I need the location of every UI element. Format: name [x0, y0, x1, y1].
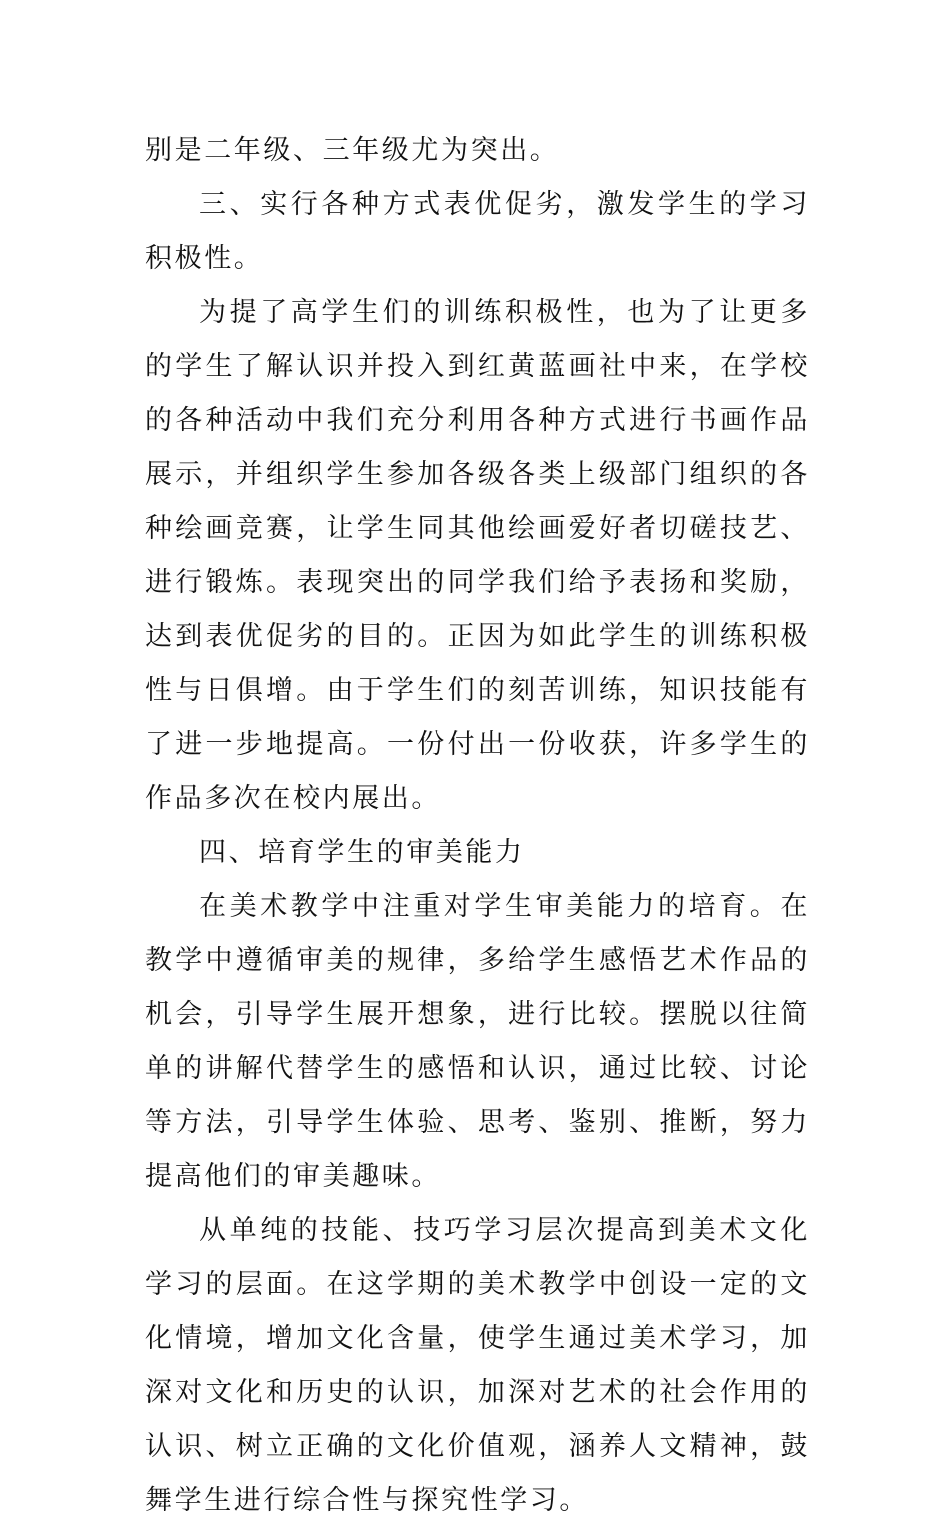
paragraph-body: 从单纯的技能、技巧学习层次提高到美术文化学习的层面。在这学期的美术教学中创设一定的文化情境，增加文化含量，使学生通过美术学习，加深对文化和历史的认识，加深对艺术的社会作用的认识、树立正确的文化价值观，涵养人文精神，鼓舞学生进行综合性与探究性学习。 — [145, 1215, 810, 1516]
paragraph-body: 为提了高学生们的训练积极性，也为了让更多的学生了解认识并投入到红黄蓝画社中来，在学校的各种活动中我们充分利用各种方式进行书画作品展示，并组织学生参加各级各类上级部门组织的各种绘画竞赛，让学生同其他绘画爱好者切磋技艺、进行锻炼。表现突出的同学我们给予表扬和奖励，达到表优促劣的目的。正因为如此学生的训练积极性与日俱增。由于学生们的刻苦训练，知识技能有了进一步地提高。一份付出一份收获，许多学生的作品多次在校内展出。 — [145, 297, 810, 814]
section-heading-4: 四、培育学生的审美能力 — [199, 837, 525, 868]
section-heading-3: 三、实行各种方式表优促劣，激发学生的学习积极性。 — [145, 189, 810, 274]
document-body — [145, 124, 810, 1528]
paragraph-continuation: 别是二年级、三年级尤为突出。 — [145, 135, 560, 166]
paragraph-body: 在美术教学中注重对学生审美能力的培育。在教学中遵循审美的规律，多给学生感悟艺术作品的机会，引导学生展开想象，进行比较。摆脱以往简单的讲解代替学生的感悟和认识，通过比较、讨论等方法，引导学生体验、思考、鉴别、推断，努力提高他们的审美趣味。 — [145, 891, 810, 1192]
